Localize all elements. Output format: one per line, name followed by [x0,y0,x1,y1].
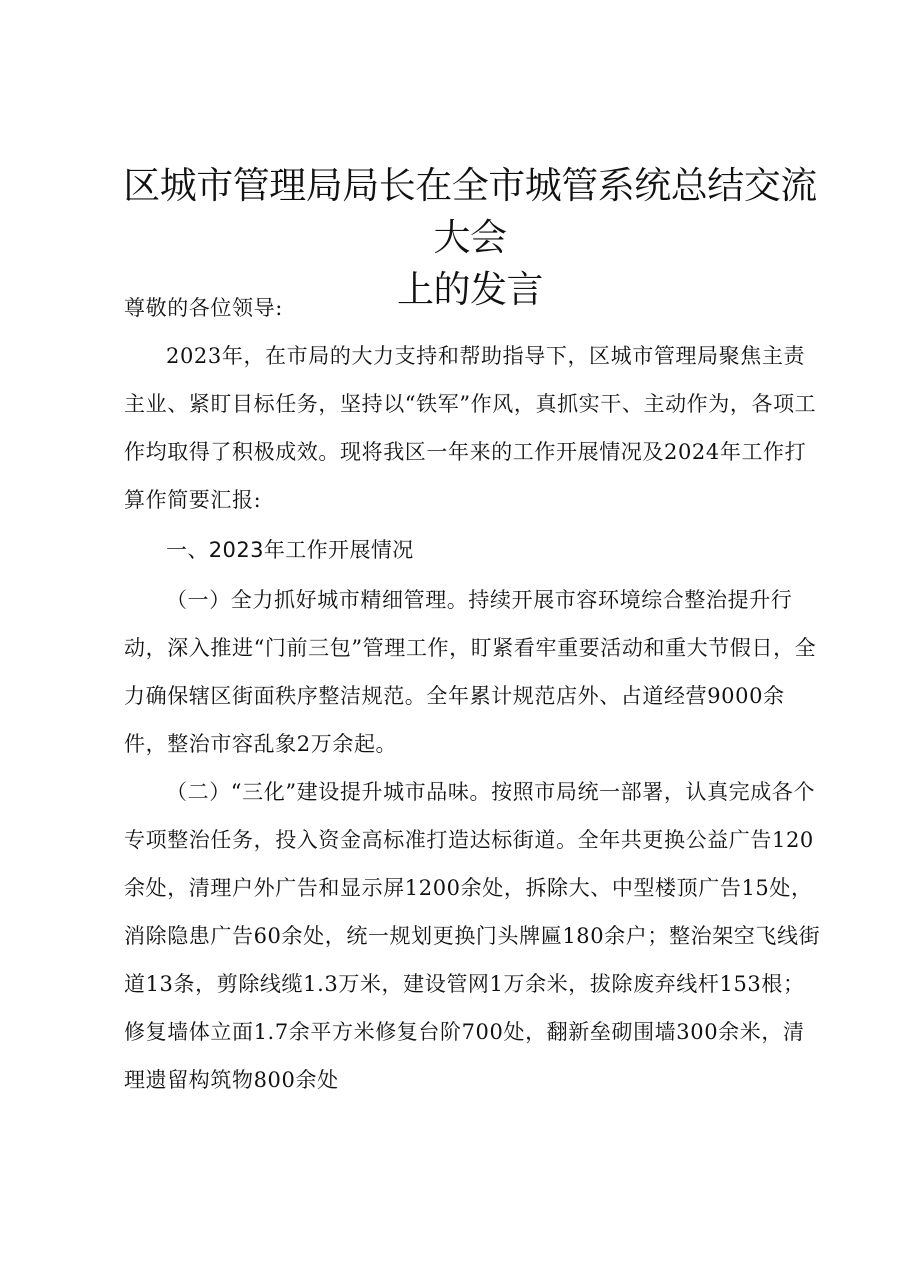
title-line-1: 区城市管理局局长在全市城管系统总结交流大会 [123,164,817,259]
intro-paragraph: 2023年，在市局的大力支持和帮助指导下，区城市管理局聚焦主责主业、紧盯目标任务，坚持以“铁军”作风，真抓实干、主动作为，各项工作均取得了积极成效。现将我区一年来的工作开展情况及2024年工作打算作简要汇报: [124,344,817,512]
paragraph-item-1: （一）全力抓好城市精细管理。持续开展市容环境综合整治提升行动，深入推进“门前三包”管理工作，盯紧看牢重要活动和重大节假日，全力确保辖区街面秩序整洁规范。全年累计规范店外、占道经营9000余件，整治市容乱象2万余起。 [124,588,817,756]
document-body [124,284,824,1104]
paragraph-item-2: （二）“三化”建设提升城市品味。按照市局统一部署，认真完成各个专项整治任务，投入资金高标准打造达标街道。全年共更换公益广告120余处，清理户外广告和显示屏1200余处，拆除大、中型楼顶广告15处，消除隐患广告60余处，统一规划更换门头牌匾180余户；整治架空飞线街道13条，剪除线缆1.3万米，建设管网1万余米，拔除废弃线杆153根；修复墙体立面1.7余平方米修复台阶700处，翻新垒砌围墙300余米，清理遗留构筑物800余处 [124,780,821,1092]
title-line-2: 上的发言 [397,268,543,311]
section-heading-1: 一、2023年工作开展情况 [166,538,414,562]
salutation: 尊敬的各位领导: [124,296,283,320]
